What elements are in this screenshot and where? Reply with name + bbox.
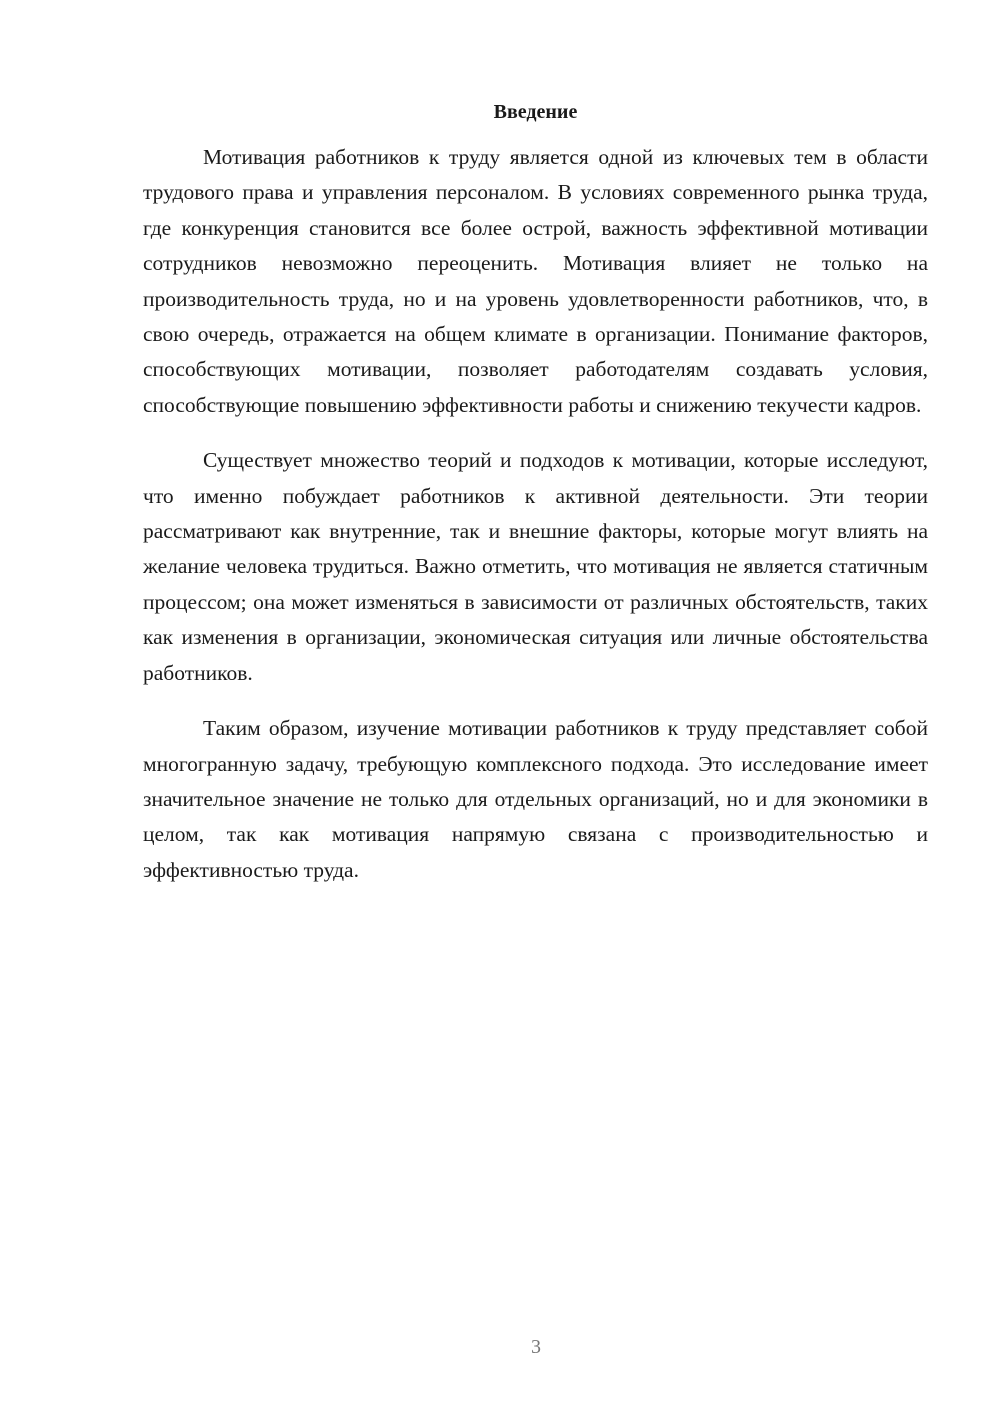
- paragraph-3: Таким образом, изучение мотивации работников к труду представляет собой многогранную задачу, требующую комплексного подхода. Это исследование имеет значительное значение не только для отдельных организаций, но и для экономики в целом, так как мотивация напрямую связана с производительностью и эффективностью труда.: [143, 716, 928, 882]
- section-heading: Введение: [493, 101, 578, 123]
- paragraph-2: Существует множество теорий и подходов к мотивации, которые исследуют, что именно побуждает работников к активной деятельности. Эти теории рассматривают как внутренние, так и внешние факторы, которые могут влиять на желание человека трудиться. Важно отметить, что мотивация не является статичным процессом; она может изменяться в зависимости от различных обстоятельств, таких как изменения в организации, экономическая ситуация или личные обстоятельства работников.: [143, 448, 928, 685]
- paragraph-1: Мотивация работников к труду является одной из ключевых тем в области трудового права и управления персоналом. В условиях современного рынка труда, где конкуренция становится все более острой, важность эффективной мотивации сотрудников невозможно переоценить. Мотивация влияет не только на производительность труда, но и на уровень удовлетворенности работников, что, в свою очередь, отражается на общем климате в организации. Понимание факторов, способствующих мотивации, позволяет работодателям создавать условия, способствующие повышению эффективности работы и снижению текучести кадров.: [143, 145, 928, 417]
- page-number: 3: [531, 1336, 541, 1358]
- body-text: [143, 140, 928, 908]
